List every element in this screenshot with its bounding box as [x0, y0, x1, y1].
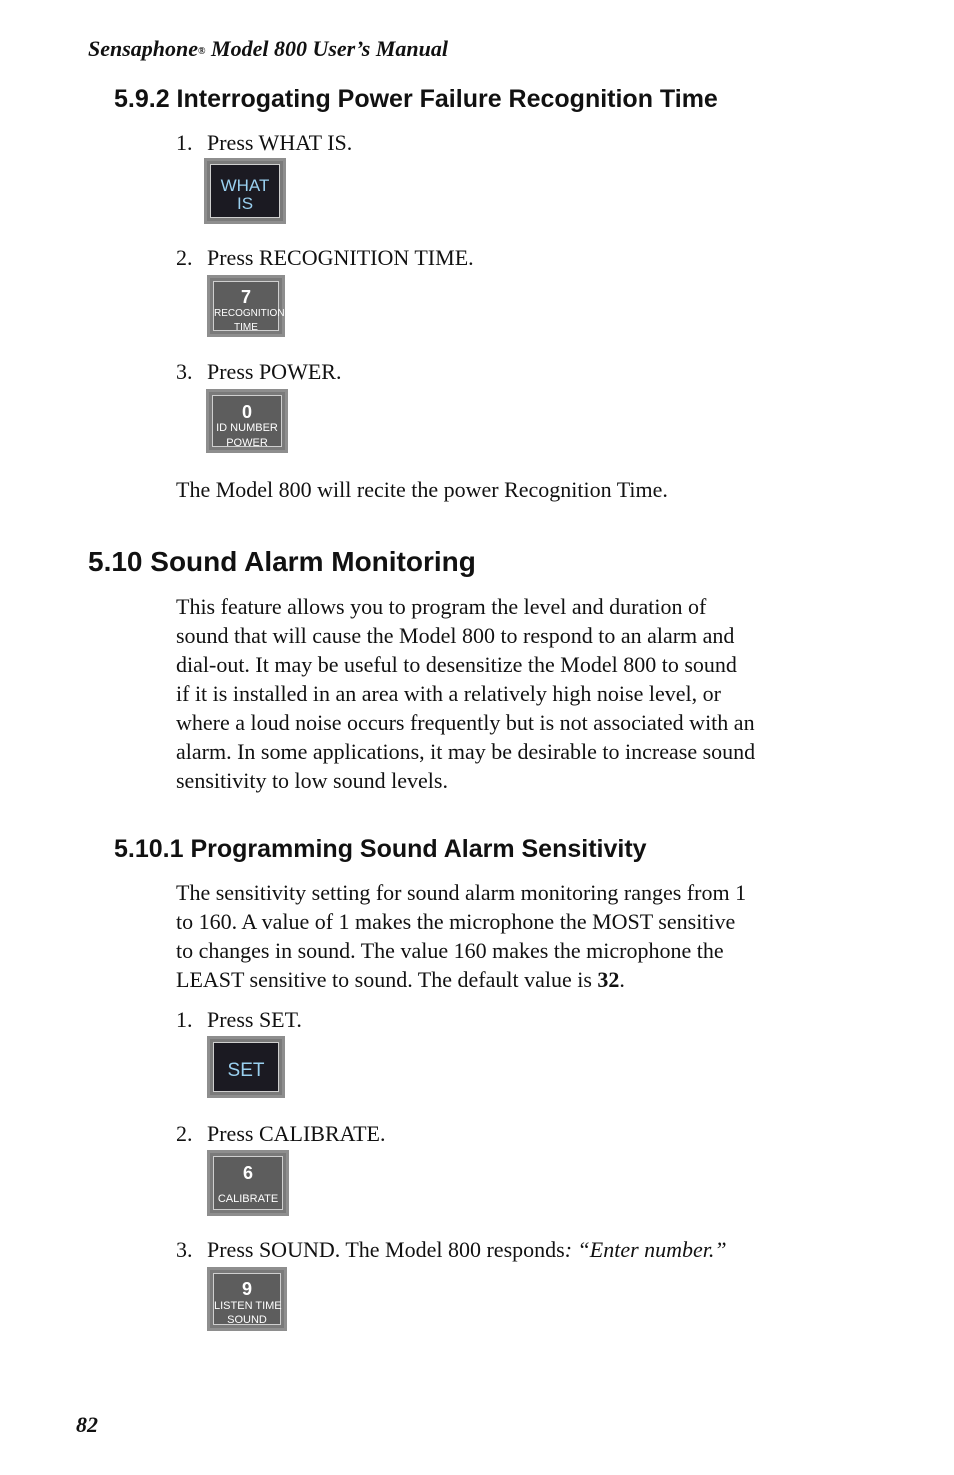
key-label: TIME	[234, 322, 258, 333]
step-number: 1.	[176, 130, 193, 155]
paragraph-line: sensitivity to low sound levels.	[176, 768, 448, 793]
step-number: 2.	[176, 1121, 193, 1146]
paragraph-line: sound that will cause the Model 800 to respond to an alarm and	[176, 623, 735, 648]
step-3-power	[176, 359, 341, 385]
key-face	[213, 1273, 281, 1325]
step-number: 2.	[176, 245, 193, 270]
key-label: CALIBRATE	[217, 1193, 279, 1205]
calibrate-key	[207, 1150, 289, 1216]
paragraph-line: This feature allows you to program the level and duration of	[176, 594, 707, 619]
brand-name: Sensaphone	[88, 36, 199, 61]
section-heading-5-10-1: 5.10.1 Programming Sound Alarm Sensitivity	[114, 835, 647, 863]
key-face	[213, 1156, 283, 1210]
section-heading-5-10: 5.10 Sound Alarm Monitoring	[88, 546, 476, 577]
key-digit: 0	[241, 402, 252, 422]
key-face	[213, 1042, 279, 1092]
set-key	[207, 1036, 285, 1098]
step-number: 3.	[176, 359, 193, 384]
key-digit: 9	[241, 1279, 252, 1299]
step-1-what-is	[176, 130, 352, 156]
running-header	[88, 36, 448, 62]
step-3-sound	[176, 1237, 727, 1263]
key-label: LISTEN TIME	[214, 1300, 282, 1312]
response-quote: : “Enter number.”	[564, 1237, 727, 1262]
section-heading-5-9-2: 5.9.2 Interrogating Power Failure Recognition Time	[114, 85, 718, 113]
step-2-recognition-time	[176, 245, 474, 271]
sound-alarm-description	[176, 592, 826, 795]
what-is-key	[204, 158, 286, 224]
step-text: Press CALIBRATE.	[207, 1121, 386, 1146]
key-label: SET	[227, 1060, 265, 1081]
paragraph-line: to changes in sound. The value 160 makes the microphone the	[176, 938, 724, 963]
key-digit: 6	[242, 1163, 253, 1183]
paragraph-line: to 160. A value of 1 makes the microphone the MOST sensitive	[176, 909, 736, 934]
paragraph-line: alarm. In some applications, it may be desirable to increase sound	[176, 739, 756, 764]
step-text: Press SET.	[207, 1007, 302, 1032]
default-value: 32	[597, 967, 620, 992]
paragraph-line: The sensitivity setting for sound alarm monitoring ranges from 1	[176, 880, 747, 905]
key-face	[212, 395, 282, 447]
step-number: 1.	[176, 1007, 193, 1032]
manual-title: Model 800 User’s Manual	[205, 36, 448, 61]
step-text: Press RECOGNITION TIME.	[207, 245, 474, 270]
line-text: .	[619, 967, 625, 992]
page-number: 82	[76, 1412, 98, 1437]
key-label: WHAT	[220, 176, 270, 195]
step-number: 3.	[176, 1237, 193, 1262]
step-text: Press POWER.	[207, 359, 342, 384]
step-text: Press WHAT IS.	[207, 130, 353, 155]
step-text: Press SOUND. The Model 800 responds	[207, 1237, 565, 1262]
key-digit: 7	[240, 287, 251, 307]
key-face	[210, 164, 280, 218]
paragraph-line: dial-out. It may be useful to desensitize the Model 800 to sound	[176, 652, 737, 677]
key-label: SOUND	[227, 1314, 267, 1326]
registered-mark: ®	[198, 46, 206, 57]
key-label: POWER	[226, 437, 268, 449]
step-1-set	[176, 1007, 302, 1033]
sensitivity-description	[176, 878, 826, 994]
recite-note: The Model 800 will recite the power Recognition Time.	[176, 477, 668, 502]
key-face	[213, 281, 285, 333]
paragraph-line: if it is installed in an area with a relatively high noise level, or	[176, 681, 721, 706]
paragraph-line	[176, 965, 826, 994]
key-label: IS	[236, 194, 254, 213]
line-text: LEAST sensitive to sound. The default value is	[176, 967, 598, 992]
key-label: ID NUMBER	[216, 422, 278, 434]
recognition-time-key	[207, 275, 285, 337]
key-label: RECOGNITION	[214, 308, 285, 319]
sound-key	[207, 1267, 287, 1331]
power-key	[206, 389, 288, 453]
paragraph-line: where a loud noise occurs frequently but is not associated with an	[176, 710, 755, 735]
step-2-calibrate	[176, 1121, 385, 1147]
